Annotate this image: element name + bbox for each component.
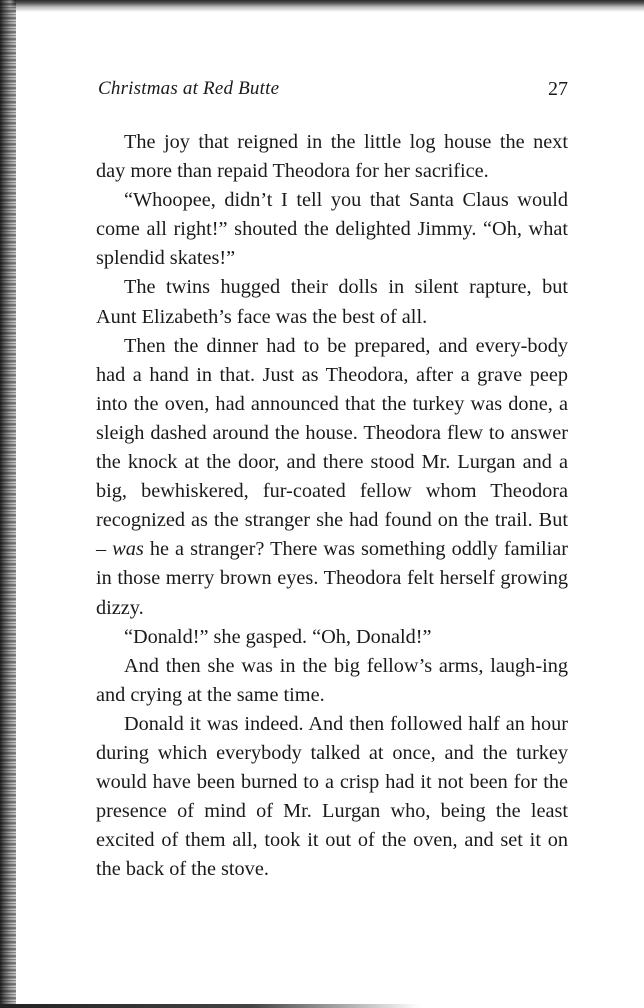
paragraph: “Whoopee, didn’t I tell you that Santa Claus would come all right!” shouted the delighted Jimmy. “Oh, what splendid skates!” [96,189,568,270]
paragraph-text: Then the dinner had to be prepared, and every-body had a hand in that. Just as Theodora, after a grave peep into the oven, had announced that the turkey was done, a sleigh dashed around the house. Theodora flew to answer the knock at the door, and there stood Mr. Lurgan and a big, bewhiskered, fur-coated fellow whom Theodora recognized as the stranger she had found on the trail. But – [96,334,568,561]
emphasis-text: was [112,538,144,561]
paragraph: Donald it was indeed. And then followed half an hour during which everybody talked at once, and the turkey would have been burned to a crisp had it not been for the presence of mind of Mr. Lurgan who, being the least excited of them all, took it out of the oven, and set it on the back of the stove. [96,712,568,881]
paragraph-text: he a stranger? There was something oddly familiar in those merry brown eyes. Theodora felt herself growing dizzy. [96,538,569,619]
paragraph: “Donald!” she gasped. “Oh, Donald!” [124,625,432,648]
scan-binding-edge [0,0,16,1008]
scan-top-edge [0,0,644,12]
paragraph: The joy that reigned in the little log house the next day more than repaid Theodora for her sacrifice. [96,131,568,183]
paragraph [96,332,568,623]
paragraph: The twins hugged their dolls in silent rapture, but Aunt Elizabeth’s face was the best of all. [96,276,568,328]
running-head [98,78,568,106]
body-text [96,128,568,884]
running-title: Christmas at Red Butte [98,78,280,99]
page-number: 27 [548,78,568,100]
scan-bottom-edge [0,1004,420,1008]
paragraph: And then she was in the big fellow’s arms, laugh-ing and crying at the same time. [96,654,568,706]
